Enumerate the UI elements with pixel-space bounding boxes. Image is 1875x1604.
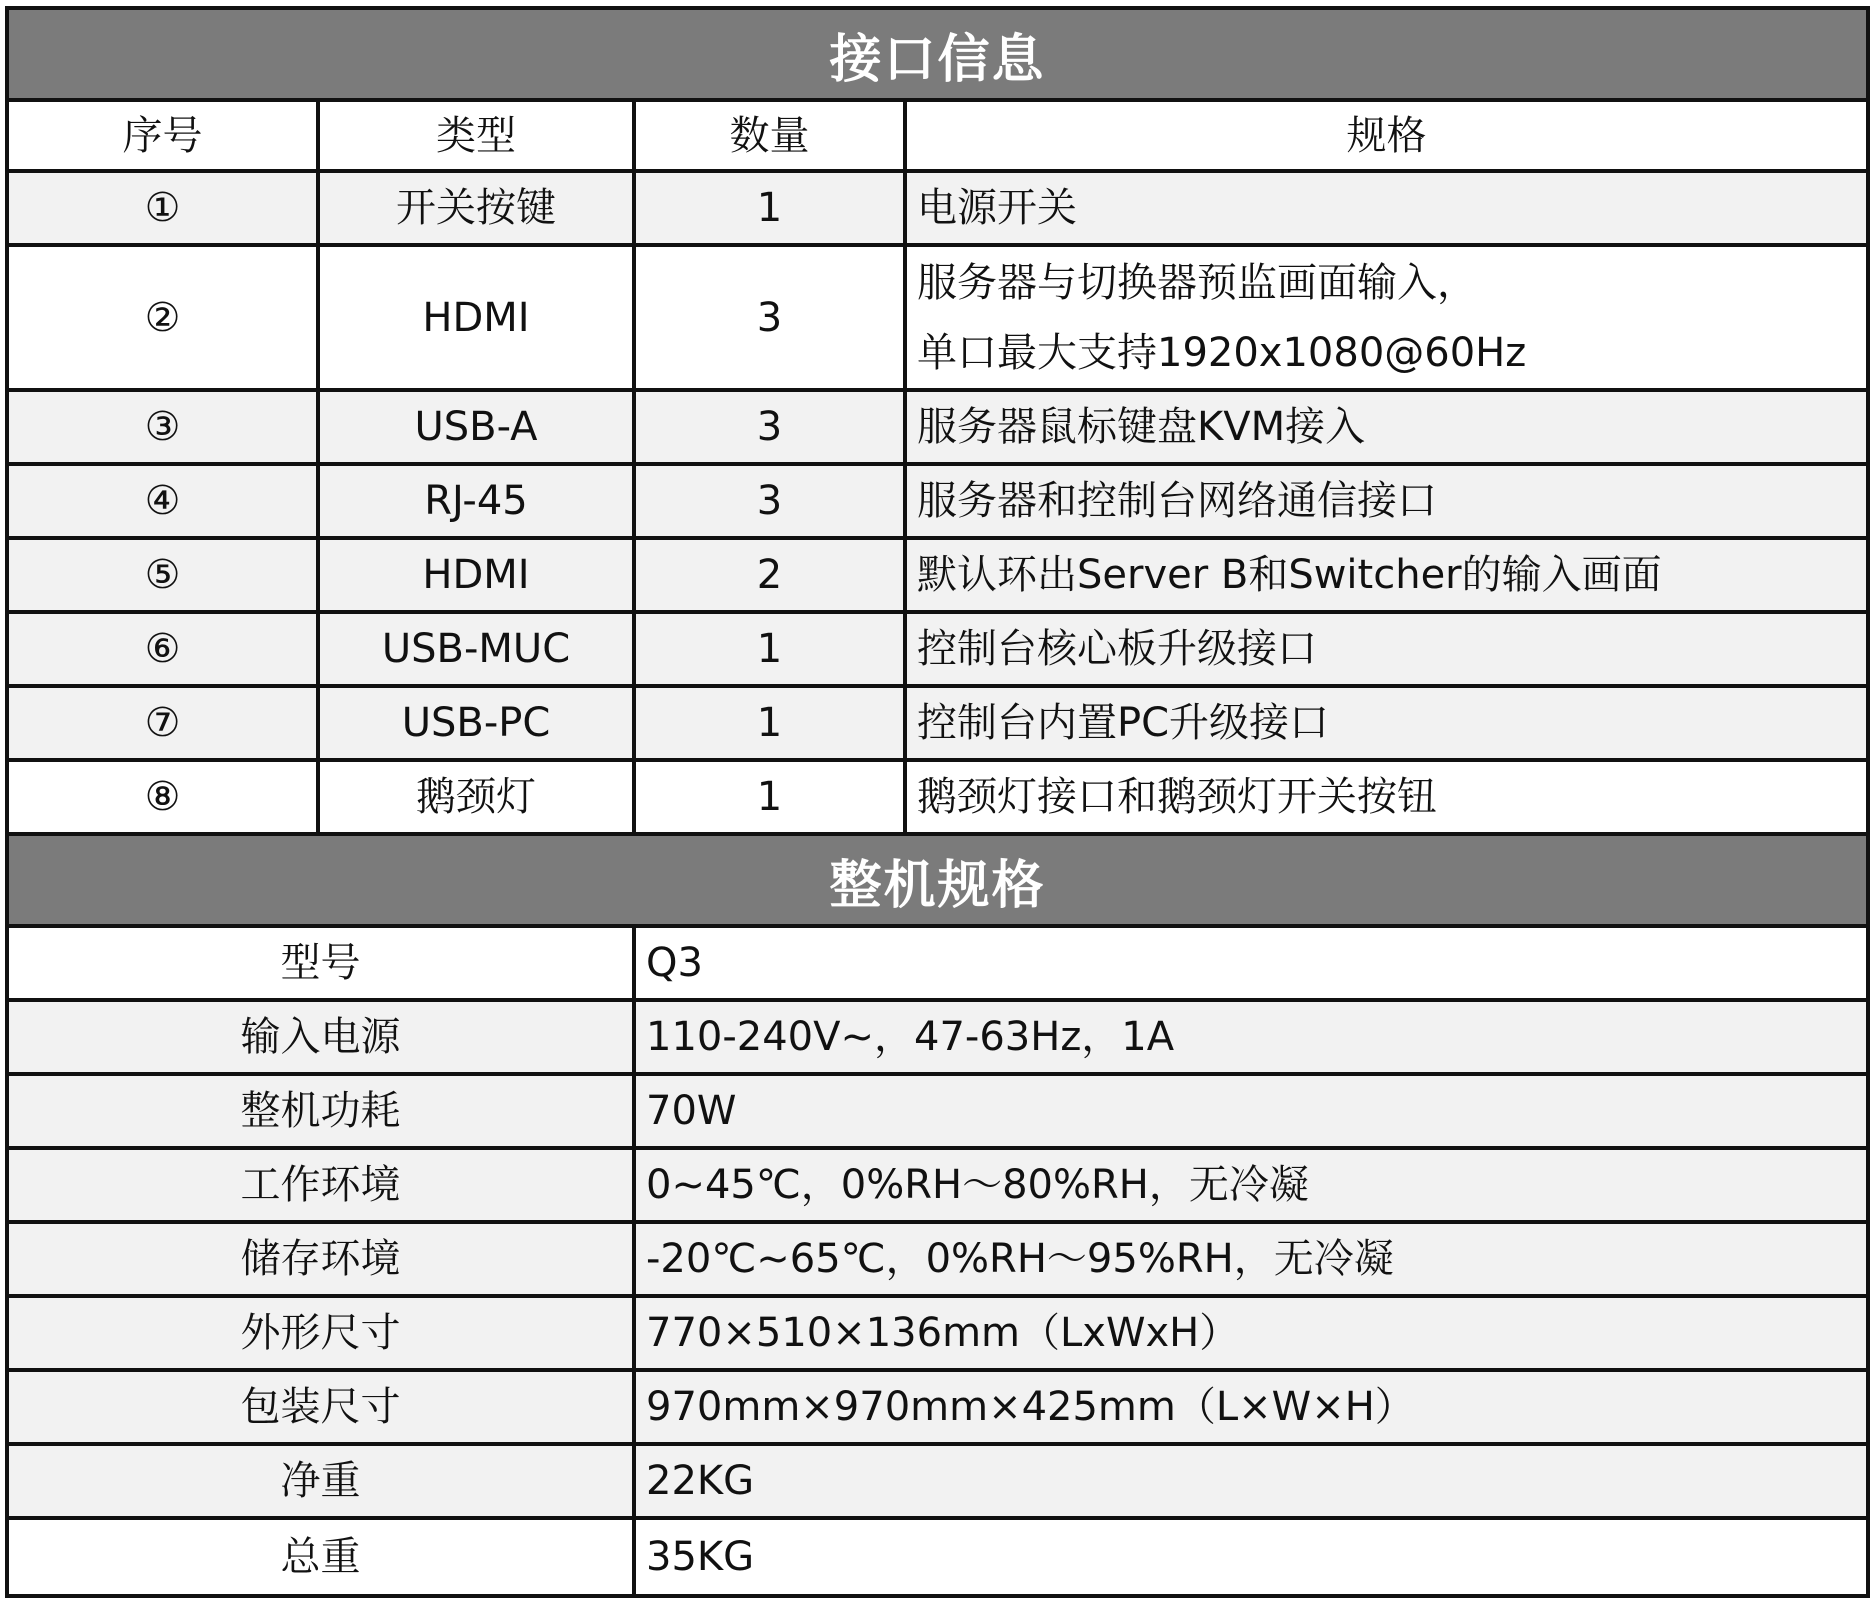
spec-label: 输入电源 [9,1002,632,1072]
spec-label: 整机功耗 [9,1076,632,1146]
row-no: ⑦ [9,688,316,758]
spec-label: 型号 [9,928,632,998]
row-type: USB-A [320,392,632,462]
spec-value: -20℃~65℃，0%RH～95%RH，无冷凝 [636,1224,1866,1294]
row-no: ⑧ [9,762,316,832]
spec-section-title: 整机规格 [9,836,1866,924]
row-no: ② [9,247,316,388]
row-spec: 控制台核心板升级接口 [907,614,1866,684]
table-row [9,1446,1866,1516]
interface-header-row [9,102,1866,169]
row-spec [907,247,1866,388]
spec-value: 35KG [636,1520,1866,1594]
row-spec-line: 服务器与切换器预监画面输入， [917,259,1477,306]
table-row [9,614,1866,684]
table-row [9,1298,1866,1368]
table-row [9,1150,1866,1220]
row-spec: 服务器和控制台网络通信接口 [907,466,1866,536]
table-row [9,247,1866,388]
spec-label: 总重 [9,1520,632,1594]
row-no: ⑥ [9,614,316,684]
interface-section-title: 接口信息 [9,10,1866,98]
row-no: ④ [9,466,316,536]
row-qty: 1 [636,614,903,684]
row-spec: 控制台内置PC升级接口 [907,688,1866,758]
row-spec: 默认环出Server B和Switcher的输入画面 [907,540,1866,610]
table-row [9,928,1866,998]
spec-value: 110-240V~，47-63Hz，1A [636,1002,1866,1072]
row-type: USB-MUC [320,614,632,684]
row-type: 鹅颈灯 [320,762,632,832]
row-no: ⑤ [9,540,316,610]
table-row [9,1372,1866,1442]
spec-value: 70W [636,1076,1866,1146]
header-qty: 数量 [636,102,903,169]
table-row [9,762,1866,832]
spec-value: 0~45℃，0%RH～80%RH，无冷凝 [636,1150,1866,1220]
table-row [9,1002,1866,1072]
spec-value: 970mm×970mm×425mm（L×W×H） [636,1372,1866,1442]
header-spec: 规格 [907,102,1866,169]
spec-value: 770×510×136mm（LxWxH） [636,1298,1866,1368]
row-qty: 3 [636,247,903,388]
row-type: USB-PC [320,688,632,758]
row-no: ① [9,173,316,243]
table-row [9,1076,1866,1146]
row-qty: 2 [636,540,903,610]
table-row [9,173,1866,243]
spec-label: 外形尺寸 [9,1298,632,1368]
row-spec: 电源开关 [907,173,1866,243]
row-qty: 1 [636,762,903,832]
table-row [9,1520,1866,1594]
spec-value: Q3 [636,928,1866,998]
row-type: HDMI [320,540,632,610]
row-qty: 1 [636,688,903,758]
spec-label: 工作环境 [9,1150,632,1220]
spec-label: 储存环境 [9,1224,632,1294]
row-spec: 鹅颈灯接口和鹅颈灯开关按钮 [907,762,1866,832]
row-qty: 1 [636,173,903,243]
table-row [9,1224,1866,1294]
spec-value: 22KG [636,1446,1866,1516]
header-type: 类型 [320,102,632,169]
spec-label: 净重 [9,1446,632,1516]
row-spec: 服务器鼠标键盘KVM接入 [907,392,1866,462]
table-row [9,540,1866,610]
table-row [9,688,1866,758]
row-spec-line: 单口最大支持1920x1080@60Hz [917,329,1527,376]
row-type: HDMI [320,247,632,388]
spec-sheet [5,6,1870,1598]
row-no: ③ [9,392,316,462]
header-no: 序号 [9,102,316,169]
table-row [9,466,1866,536]
row-qty: 3 [636,466,903,536]
row-qty: 3 [636,392,903,462]
table-row [9,392,1866,462]
row-type: RJ-45 [320,466,632,536]
row-type: 开关按键 [320,173,632,243]
spec-label: 包装尺寸 [9,1372,632,1442]
